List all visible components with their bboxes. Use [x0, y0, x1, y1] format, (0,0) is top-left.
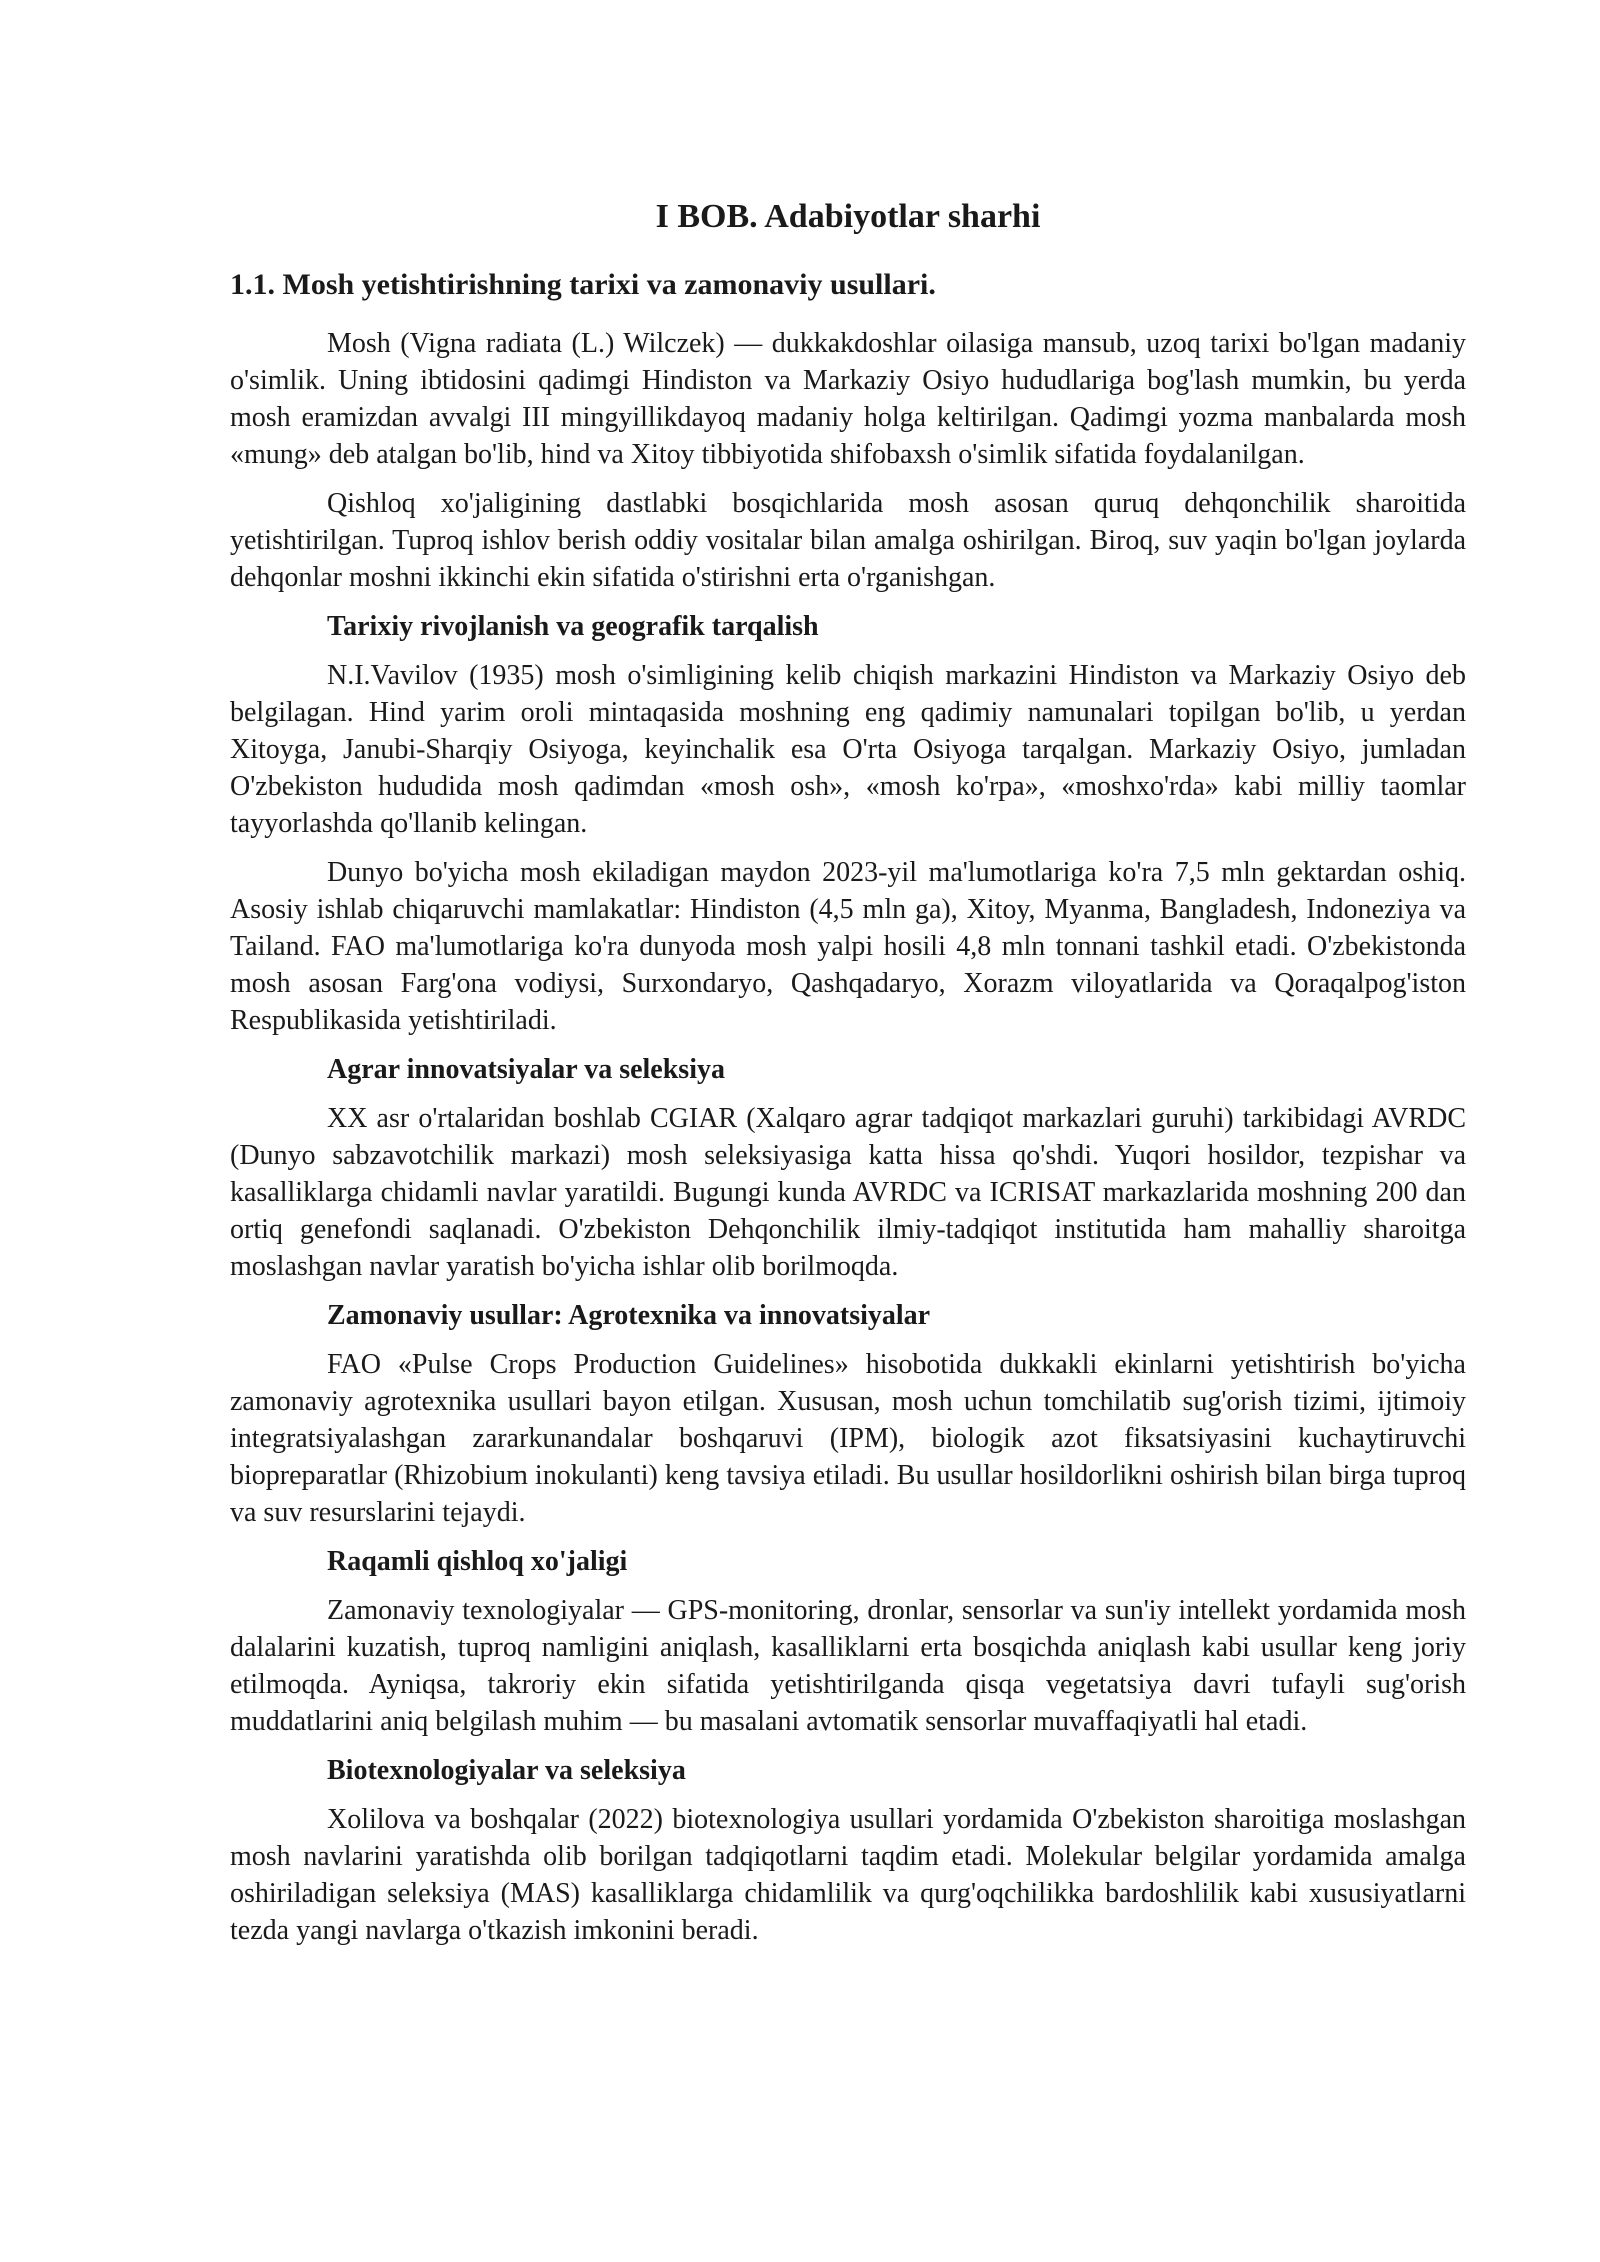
paragraph-history-1: N.I.Vavilov (1935) mosh o'simligining kelib chiqish markazini Hindiston va Markaziy Osiyo deb belgilagan. Hind yarim oroli mintaqasida moshning eng qadimiy namunalari topilgan bo'lib, u yerdan Xitoyga, Janubi-Sharqiy Osiyoga, keyinchalik esa O'rta Osiyoga tarqalgan. Markaziy Osiyo, jumladan O'zbekiston hududida mosh qadimdan «mosh osh», «mosh ko'rpa», «moshxo'rda» kabi milliy taomlar tayyorlashda qo'llanib kelingan.	[230, 660, 1466, 839]
paragraph-modern-methods: FAO «Pulse Crops Production Guidelines» hisobotida dukkakli ekinlarni yetishtirish bo'yicha zamonaviy agrotexnika usullari bayon etilgan. Xususan, mosh uchun tomchilatib sug'orish tizimi, ijtimoiy integratsiyalashgan zararkunandalar boshqaruvi (IPM), biologik azot fiksatsiyasini kuchaytiruvchi biopreparatlar (Rhizobium inokulanti) keng tavsiya etiladi. Bu usullar hosildorlikni oshirish bilan birga tuproq va suv resurslarini tejaydi.	[230, 1349, 1466, 1528]
subheading-modern-methods: Zamonaviy usullar: Agrotexnika va innovatsiyalar	[327, 1300, 931, 1331]
subheading-digital-agriculture: Raqamli qishloq xo'jaligi	[327, 1546, 628, 1577]
paragraph-biotechnology: Xolilova va boshqalar (2022) biotexnologiya usullari yordamida O'zbekiston sharoitiga moslashgan mosh navlarini yaratishda olib borilgan tadqiqotlarni taqdim etadi. Molekular belgilar yordamida amalga oshiriladigan seleksiya (MAS) kasalliklarga chidamlilik va qurg'oqchilikka bardoshlilik kabi xususiyatlarni tezda yangi navlarga o'tkazish imkonini beradi.	[230, 1804, 1466, 1946]
paragraph-agrarian-innovations: XX asr o'rtalaridan boshlab CGIAR (Xalqaro agrar tadqiqot markazlari guruhi) tarkibidagi AVRDC (Dunyo sabzavotchilik markazi) mosh seleksiyasiga katta hissa qo'shdi. Yuqori hosildor, tezpishar va kasalliklarga chidamli navlar yaratildi. Bugungi kunda AVRDC va ICRISAT markazlarida moshning 200 dan ortiq genefondi saqlanadi. O'zbekiston Dehqonchilik ilmiy-tadqiqot institutida ham mahalliy sharoitga moslashgan navlar yaratish bo'yicha ishlar olib borilmoqda.	[230, 1103, 1466, 1282]
subheading-agrarian-innovations: Agrar innovatsiyalar va seleksiya	[327, 1054, 725, 1085]
document-page	[230, 195, 1466, 1961]
paragraph-intro-1: Mosh (Vigna radiata (L.) Wilczek) — dukkakdoshlar oilasiga mansub, uzoq tarixi bo'lgan madaniy o'simlik. Uning ibtidosini qadimgi Hindiston va Markaziy Osiyo hududlariga bog'lash mumkin, bu yerda mosh eramizdan avvalgi III mingyillikdayoq madaniy holga keltirilgan. Qadimgi yozma manbalarda mosh «mung» deb atalgan bo'lib, hind va Xitoy tibbiyotida shifobaxsh o'simlik sifatida foydalanilgan.	[230, 328, 1466, 470]
section-title: 1.1. Mosh yetishtirishning tarixi va zamonaviy usullari.	[230, 268, 936, 301]
subheading-biotechnology: Biotexnologiyalar va seleksiya	[327, 1755, 686, 1786]
subheading-history: Tarixiy rivojlanish va geografik tarqalish	[327, 611, 819, 642]
chapter-title: I BOB. Adabiyotlar sharhi	[655, 198, 1041, 235]
paragraph-history-2: Dunyo bo'yicha mosh ekiladigan maydon 2023-yil ma'lumotlariga ko'ra 7,5 mln gektardan oshiq. Asosiy ishlab chiqaruvchi mamlakatlar: Hindiston (4,5 mln ga), Xitoy, Myanma, Bangladesh, Indoneziya va Tailand. FAO ma'lumotlariga ko'ra dunyoda mosh yalpi hosili 4,8 mln tonnani tashkil etadi. O'zbekistonda mosh asosan Farg'ona vodiysi, Surxondaryo, Qashqadaryo, Xorazm viloyatlarida va Qoraqalpog'iston Respublikasida yetishtiriladi.	[230, 857, 1466, 1036]
paragraph-digital-agriculture: Zamonaviy texnologiyalar — GPS-monitoring, dronlar, sensorlar va sun'iy intellekt yordamida mosh dalalarini kuzatish, tuproq namligini aniqlash, kasalliklarni erta bosqichda aniqlash kabi usullar keng joriy etilmoqda. Ayniqsa, takroriy ekin sifatida yetishtirilganda qisqa vegetatsiya davri tufayli sug'orish muddatlarini aniq belgilash muhim — bu masalani avtomatik sensorlar muvaffaqiyatli hal etadi.	[230, 1595, 1466, 1737]
paragraph-intro-2: Qishloq xo'jaligining dastlabki bosqichlarida mosh asosan quruq dehqonchilik sharoitida yetishtirilgan. Tuproq ishlov berish oddiy vositalar bilan amalga oshirilgan. Biroq, suv yaqin bo'lgan joylarda dehqonlar moshni ikkinchi ekin sifatida o'stirishni erta o'rganishgan.	[230, 488, 1466, 593]
